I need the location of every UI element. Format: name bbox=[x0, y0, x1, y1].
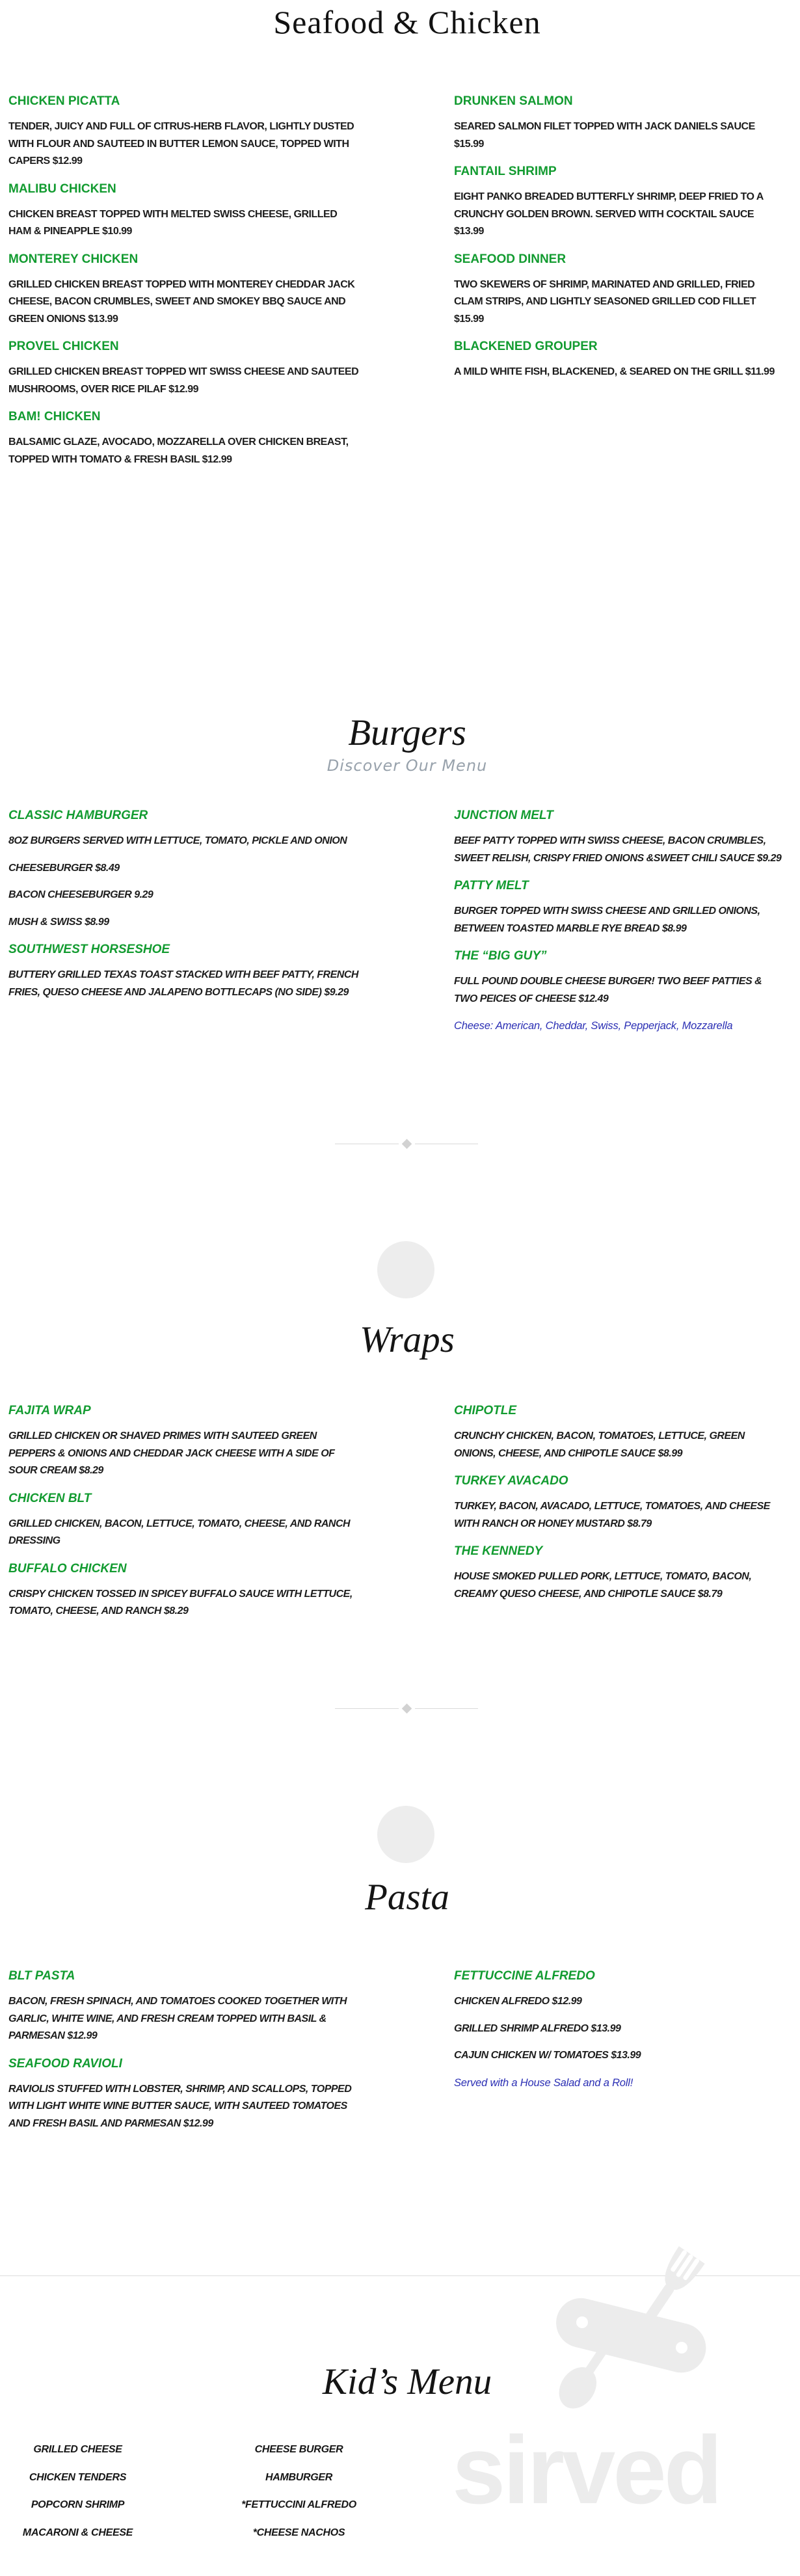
menu-item bbox=[454, 877, 782, 937]
burgers-heading bbox=[0, 713, 800, 775]
divider-line bbox=[335, 1708, 399, 1709]
dish-description bbox=[8, 833, 360, 931]
pasta-heading bbox=[0, 1877, 800, 1918]
dish-description bbox=[8, 1428, 360, 1480]
dish-description bbox=[454, 973, 782, 1008]
sirved-text-watermark: sirved bbox=[452, 2417, 721, 2524]
menu-item bbox=[8, 338, 360, 398]
section-divider bbox=[335, 1140, 478, 1147]
kids-menu-item: POPCORN SHRIMP bbox=[31, 2499, 125, 2510]
dish-line: GRILLED CHICKEN, BACON, LETTUCE, TOMATO, CHEESE, AND RANCH DRESSING bbox=[8, 1518, 351, 1546]
menu-item bbox=[8, 1402, 360, 1480]
dish-name: BAM! CHICKEN bbox=[8, 410, 101, 423]
section-title-seafood-chicken: Seafood & Chicken bbox=[273, 4, 541, 40]
menu-item bbox=[454, 1402, 782, 1462]
dish-line: RAVIOLIS STUFFED WITH LOBSTER, SHRIMP, AND SCALLOPS, TOPPED WITH LIGHT WHITE WINE BUTTER SAUCE, WITH SAUTEED TOMATOES AND FRESH BASIL AND PARMESAN $12.99 bbox=[8, 2083, 352, 2129]
menu-item bbox=[454, 1472, 782, 1533]
dish-description bbox=[8, 967, 360, 1001]
dish-name: SEAFOOD RAVIOLI bbox=[8, 2056, 122, 2071]
kids-menu-item: GRILLED CHEESE bbox=[33, 2444, 122, 2455]
dish-name: CLASSIC HAMBURGER bbox=[8, 809, 148, 822]
wraps-right-column bbox=[454, 1402, 782, 1613]
menu-item bbox=[454, 338, 782, 381]
dish-description bbox=[8, 118, 360, 170]
dish-name: FAJITA WRAP bbox=[8, 1404, 91, 1417]
dish-line: TURKEY, BACON, AVACADO, LETTUCE, TOMATOES, AND CHEESE WITH RANCH OR HONEY MUSTARD $8.79 bbox=[454, 1501, 770, 1529]
dish-description bbox=[8, 434, 360, 468]
menu-note: Served with a House Salad and a Roll! bbox=[454, 2076, 633, 2089]
pasta-right-column bbox=[454, 1967, 782, 2101]
menu-item bbox=[8, 408, 360, 468]
dish-line: MUSH & SWISS $8.99 bbox=[8, 916, 109, 928]
divider-diamond-icon bbox=[401, 1139, 412, 1149]
dish-description bbox=[454, 189, 782, 241]
menu-item bbox=[454, 2074, 782, 2092]
dish-line: BEEF PATTY TOPPED WITH SWISS CHEESE, BACON CRUMBLES, SWEET RELISH, CRISPY FRIED ONIONS &SWEET CHILI SAUCE $9.29 bbox=[454, 835, 782, 864]
section-divider bbox=[335, 1705, 478, 1712]
menu-item bbox=[454, 1542, 782, 1603]
dish-name: FETTUCCINE ALFREDO bbox=[454, 1969, 595, 1983]
menu-note: Cheese: American, Cheddar, Swiss, Pepperjack, Mozzarella bbox=[454, 1020, 733, 1032]
dish-name: PATTY MELT bbox=[454, 879, 529, 892]
dish-name: CHIPOTLE bbox=[454, 1404, 517, 1417]
seafood-left-column bbox=[8, 92, 360, 478]
dish-line: GRILLED CHICKEN OR SHAVED PRIMES WITH SAUTEED GREEN PEPPERS & ONIONS AND CHEDDAR JACK CHEESE WITH A SIDE OF SOUR CREAM $8.29 bbox=[8, 1430, 335, 1476]
dish-description bbox=[8, 2081, 360, 2133]
dish-description bbox=[8, 1586, 360, 1620]
burgers-right-column bbox=[454, 807, 782, 1045]
dish-line: BURGER TOPPED WITH SWISS CHEESE AND GRILLED ONIONS, BETWEEN TOASTED MARBLE RYE BREAD $8.99 bbox=[454, 906, 760, 934]
menu-item bbox=[8, 250, 360, 329]
dish-name: BLT PASTA bbox=[8, 1969, 75, 1983]
dish-line: CHEESEBURGER $8.49 bbox=[8, 862, 120, 874]
dish-description bbox=[8, 206, 360, 241]
dish-description bbox=[454, 833, 782, 867]
dish-description bbox=[454, 1993, 782, 2065]
dish-line: HOUSE SMOKED PULLED PORK, LETTUCE, TOMATO, BACON, CREAMY QUESO CHEESE, AND CHIPOTLE SAUCE $8.79 bbox=[454, 1571, 752, 1600]
dish-description bbox=[454, 118, 782, 153]
section-photo-placeholder-circle bbox=[377, 1806, 434, 1863]
dish-line: EIGHT PANKO BREADED BUTTERFLY SHRIMP, DEEP FRIED TO A CRUNCHY GOLDEN BROWN. SERVED WITH COCKTAIL SAUCE $13.99 bbox=[454, 191, 764, 237]
dish-name: SOUTHWEST HORSESHOE bbox=[8, 943, 170, 956]
dish-description bbox=[454, 1568, 782, 1603]
divider-diamond-icon bbox=[401, 1704, 412, 1714]
dish-description bbox=[8, 364, 360, 398]
menu-item bbox=[454, 250, 782, 329]
dish-line: 8OZ BURGERS SERVED WITH LETTUCE, TOMATO, PICKLE AND ONION bbox=[8, 835, 347, 846]
dish-name: MALIBU CHICKEN bbox=[8, 181, 116, 196]
dish-name: JUNCTION MELT bbox=[454, 809, 553, 822]
menu-item bbox=[454, 947, 782, 1008]
kids-left-column bbox=[8, 2441, 148, 2551]
dish-line: SEARED SALMON FILET TOPPED WITH JACK DANIELS SAUCE $15.99 bbox=[454, 121, 755, 150]
dish-description bbox=[8, 1516, 360, 1550]
kids-menu-item: CHICKEN TENDERS bbox=[29, 2471, 127, 2483]
dish-line: CHICKEN BREAST TOPPED WITH MELTED SWISS CHEESE, GRILLED HAM & PINEAPPLE $10.99 bbox=[8, 208, 338, 237]
dish-description bbox=[454, 276, 782, 329]
menu-item bbox=[8, 92, 360, 170]
dish-line: BACON, FRESH SPINACH, AND TOMATOES COOKED TOGETHER WITH GARLIC, WHITE WINE, AND FRESH CREAM TOPPED WITH BASIL & PARMESAN $12.99 bbox=[8, 1996, 347, 2041]
section-title-kids-menu: Kid’s Menu bbox=[322, 2361, 492, 2402]
kids-menu-item: HAMBURGER bbox=[265, 2471, 333, 2483]
pasta-left-column bbox=[8, 1967, 360, 2142]
section-title-wraps: Wraps bbox=[360, 1319, 455, 1360]
dish-description bbox=[454, 1428, 782, 1462]
dish-name: SEAFOOD DINNER bbox=[454, 252, 567, 266]
dish-line: A MILD WHITE FISH, BLACKENED, & SEARED ON THE GRILL $11.99 bbox=[454, 366, 775, 377]
dish-line: BACON CHEESEBURGER 9.29 bbox=[8, 889, 153, 900]
dish-name: THE KENNEDY bbox=[454, 1544, 543, 1558]
dish-description bbox=[454, 903, 782, 937]
menu-item bbox=[454, 163, 782, 241]
dish-line: CRISPY CHICKEN TOSSED IN SPICEY BUFFALO SAUCE WITH LETTUCE, TOMATO, CHEESE, AND RANCH $8.29 bbox=[8, 1588, 353, 1617]
section-title-pasta: Pasta bbox=[365, 1877, 449, 1918]
section-title-burgers: Burgers bbox=[348, 712, 466, 753]
menu-item bbox=[8, 1967, 360, 2045]
dish-name: PROVEL CHICKEN bbox=[8, 340, 119, 353]
kids-menu-item: CHEESE BURGER bbox=[254, 2444, 343, 2455]
dish-line: GRILLED CHICKEN BREAST TOPPED WITH MONTEREY CHEDDAR JACK CHEESE, BACON CRUMBLES, SWEET AND SMOKEY BBQ SAUCE AND GREEN ONIONS $13.99 bbox=[8, 278, 355, 325]
dish-name: THE “BIG GUY” bbox=[454, 949, 547, 963]
seafood-right-column bbox=[454, 92, 782, 391]
dish-name: MONTEREY CHICKEN bbox=[8, 252, 139, 266]
menu-item bbox=[454, 807, 782, 867]
dish-description bbox=[8, 276, 360, 329]
kids-menu-item: MACARONI & CHEESE bbox=[22, 2527, 133, 2538]
dish-line: CRUNCHY CHICKEN, BACON, TOMATOES, LETTUCE, GREEN ONIONS, CHEESE, AND CHIPOTLE SAUCE $8.99 bbox=[454, 1430, 745, 1459]
menu-item bbox=[8, 180, 360, 241]
kids-menu-item: *CHEESE NACHOS bbox=[252, 2527, 345, 2538]
dish-line: TWO SKEWERS OF SHRIMP, MARINATED AND GRILLED, FRIED CLAM STRIPS, AND LIGHTLY SEASONED GRILLED COD FILLET $15.99 bbox=[454, 278, 756, 325]
dish-description bbox=[8, 1993, 360, 2045]
dish-line: FULL POUND DOUBLE CHEESE BURGER! TWO BEEF PATTIES & TWO PEICES OF CHEESE $12.49 bbox=[454, 976, 762, 1004]
dish-line: BALSAMIC GLAZE, AVOCADO, MOZZARELLA OVER CHICKEN BREAST, TOPPED WITH TOMATO & FRESH BASIL $12.99 bbox=[8, 436, 349, 465]
section-subtitle: Discover Our Menu bbox=[327, 757, 488, 775]
kids-heading bbox=[0, 2362, 800, 2402]
dish-line: GRILLED CHICKEN BREAST TOPPED WIT SWISS CHEESE AND SAUTEED MUSHROOMS, OVER RICE PILAF $12.99 bbox=[8, 366, 359, 395]
kids-menu-item: *FETTUCCINI ALFREDO bbox=[241, 2499, 356, 2510]
dish-line: CAJUN CHICKEN W/ TOMATOES $13.99 bbox=[454, 2050, 641, 2061]
dish-name: FANTAIL SHRIMP bbox=[454, 165, 557, 178]
dish-line: TENDER, JUICY AND FULL OF CITRUS-HERB FLAVOR, LIGHTLY DUSTED WITH FLOUR AND SAUTEED IN BUTTER LEMON SAUCE, TOPPED WITH CAPERS $12.99 bbox=[8, 121, 354, 167]
menu-item bbox=[8, 941, 360, 1001]
menu-item bbox=[8, 1490, 360, 1550]
menu-item bbox=[8, 1560, 360, 1620]
divider-line bbox=[415, 1708, 479, 1709]
menu-item bbox=[8, 2055, 360, 2133]
dish-description bbox=[454, 1498, 782, 1533]
menu-item bbox=[454, 1017, 782, 1035]
dish-description bbox=[454, 364, 782, 381]
dish-line: BUTTERY GRILLED TEXAS TOAST STACKED WITH BEEF PATTY, FRENCH FRIES, QUESO CHEESE AND JALAPENO BOTTLECAPS (NO SIDE) $9.29 bbox=[8, 969, 358, 998]
wraps-heading bbox=[0, 1320, 800, 1360]
menu-item bbox=[454, 1967, 782, 2065]
section-photo-placeholder-circle bbox=[377, 1241, 434, 1298]
menu-item bbox=[454, 92, 782, 153]
menu-item bbox=[8, 807, 360, 931]
wraps-left-column bbox=[8, 1402, 360, 1630]
dish-name: CHICKEN BLT bbox=[8, 1491, 92, 1505]
dish-name: CHICKEN PICATTA bbox=[8, 94, 120, 108]
dish-line: GRILLED SHRIMP ALFREDO $13.99 bbox=[454, 2022, 621, 2034]
burgers-left-column bbox=[8, 807, 360, 1011]
dish-name: BLACKENED GROUPER bbox=[454, 340, 598, 353]
dish-name: TURKEY AVACADO bbox=[454, 1474, 568, 1488]
dish-name: BUFFALO CHICKEN bbox=[8, 1561, 127, 1576]
dish-line: CHICKEN ALFREDO $12.99 bbox=[454, 1996, 582, 2007]
kids-right-column bbox=[226, 2441, 372, 2551]
dish-name: DRUNKEN SALMON bbox=[454, 94, 573, 108]
